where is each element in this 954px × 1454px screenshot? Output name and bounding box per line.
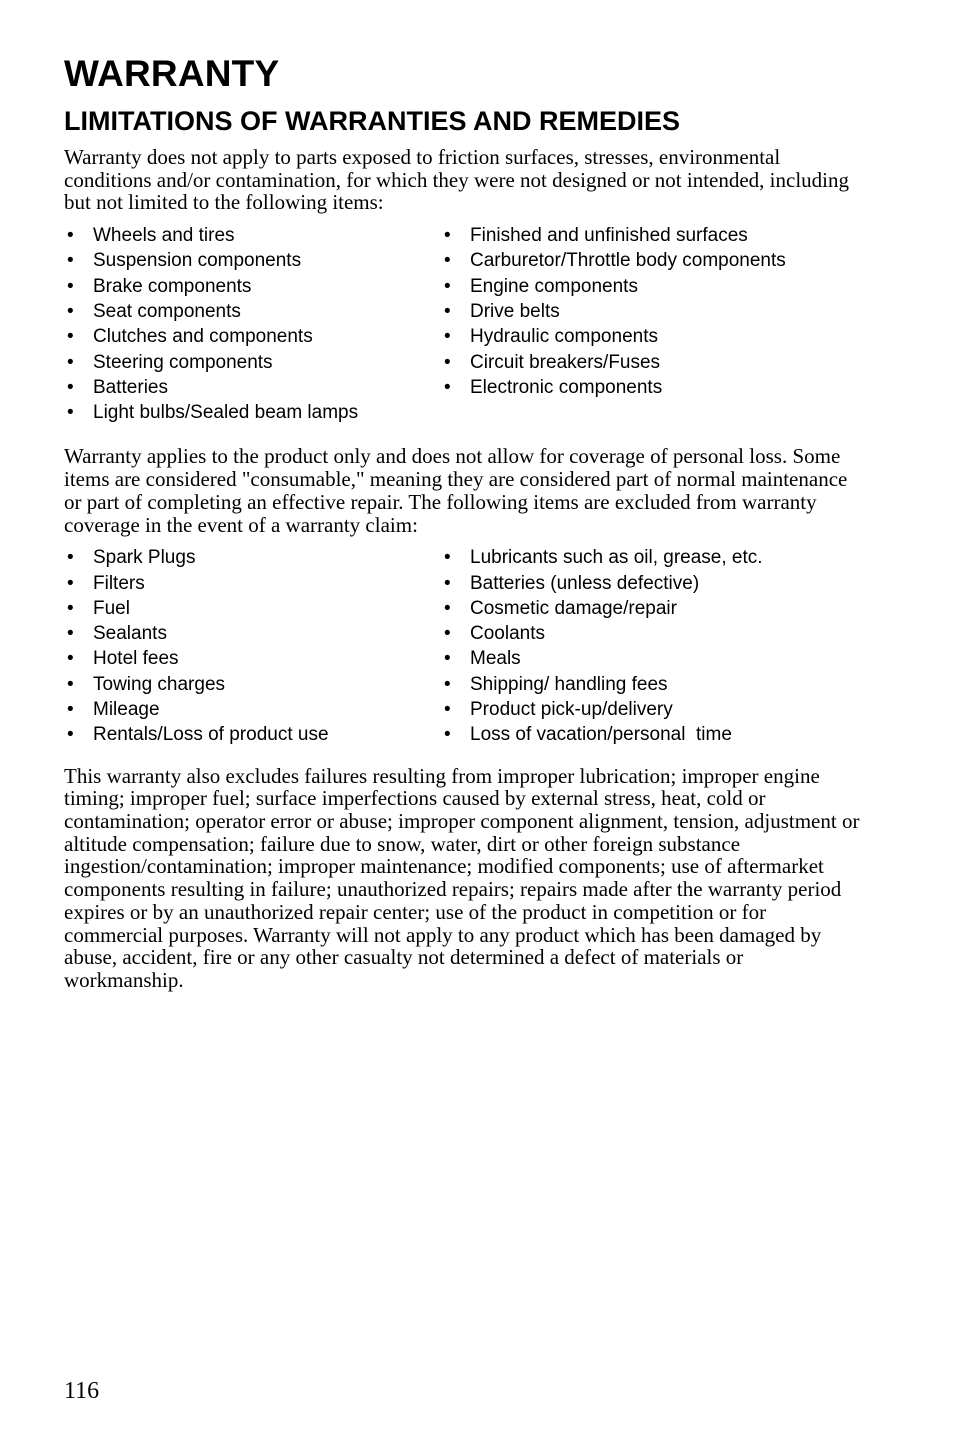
bullet-icon: • bbox=[444, 351, 451, 373]
bullet-icon: • bbox=[444, 250, 451, 272]
list-item bbox=[441, 571, 861, 596]
list-item-label: Spark Plugs bbox=[93, 547, 196, 569]
list-item bbox=[64, 248, 441, 273]
bullet-icon: • bbox=[67, 250, 74, 272]
list-item-label: Brake components bbox=[93, 275, 252, 297]
bullet-icon: • bbox=[444, 301, 451, 322]
list-item-label: Clutches and components bbox=[93, 326, 313, 348]
bullet-icon: • bbox=[444, 225, 451, 247]
list-item-label: Hydraulic components bbox=[470, 326, 658, 348]
bullet-icon: • bbox=[444, 326, 451, 348]
list-item-label: Product pick-up/delivery bbox=[470, 699, 673, 721]
list-item-label: Batteries bbox=[93, 376, 168, 398]
list-item bbox=[64, 621, 441, 646]
exclusions-paragraph: This warranty also excludes failures resulting from improper lubrication; improper engine timing; improper fuel; surface imperfections caused by external stress, heat, cold or contamination; operator error or abuse; improper component alignment, tension, adjustment or altitude compensation; failure due to snow, water, dirt or other foreign substance ingestion/contamination; improper maintenance; modified components; use of aftermarket components resulting in failure; unauthorized repairs; repairs made after the warranty period expires or by an unauthorized repair center; use of the product in competition or for commercial purposes. Warranty will not apply to any product which has been damaged by abuse, accident, fire or any other casualty not determined a defect of materials or workmanship. bbox=[64, 763, 860, 992]
list-item bbox=[64, 223, 441, 248]
list-item bbox=[64, 375, 441, 400]
list-item bbox=[64, 400, 441, 425]
bullet-icon: • bbox=[67, 301, 74, 322]
list-item-label: Batteries (unless defective) bbox=[470, 572, 700, 594]
list-item-label: Light bulbs/Sealed beam lamps bbox=[93, 402, 359, 424]
bullet-icon: • bbox=[67, 623, 74, 645]
list-item-label: Engine components bbox=[470, 275, 638, 297]
list-item-label: Finished and unfinished surfaces bbox=[470, 225, 748, 247]
bullet-icon: • bbox=[67, 351, 74, 373]
bullet-icon: • bbox=[67, 402, 74, 424]
list-item-label: Towing charges bbox=[93, 673, 226, 695]
list-item bbox=[441, 324, 861, 349]
list-item bbox=[441, 299, 861, 324]
list-item-label: Electronic components bbox=[470, 376, 663, 398]
excluded-parts-list bbox=[64, 223, 864, 425]
list-item-label: Suspension components bbox=[93, 250, 302, 272]
list-item-label: Drive belts bbox=[470, 301, 560, 322]
page-number: 116 bbox=[64, 1378, 100, 1404]
list-item bbox=[64, 324, 441, 349]
list-item bbox=[64, 545, 441, 570]
list-item bbox=[441, 697, 861, 722]
bullet-icon: • bbox=[67, 597, 74, 619]
bullet-icon: • bbox=[444, 547, 451, 569]
bullet-icon: • bbox=[67, 326, 74, 348]
bullet-icon: • bbox=[444, 673, 451, 695]
list-item-label: Loss of vacation/personal time bbox=[470, 724, 732, 746]
bullet-icon: • bbox=[444, 572, 451, 594]
bullet-icon: • bbox=[67, 547, 74, 569]
bullet-icon: • bbox=[67, 699, 74, 721]
page-content bbox=[64, 52, 864, 992]
list-item bbox=[441, 722, 861, 747]
bullet-icon: • bbox=[444, 724, 451, 746]
list-item-label: Wheels and tires bbox=[93, 225, 235, 247]
bullet-icon: • bbox=[67, 648, 74, 670]
list-item-label: Meals bbox=[470, 648, 521, 670]
list-item bbox=[64, 299, 441, 324]
bullet-icon: • bbox=[67, 572, 74, 594]
list-item bbox=[64, 596, 441, 621]
list-item-label: Carburetor/Throttle body components bbox=[470, 250, 786, 272]
list-item bbox=[64, 274, 441, 299]
section-title: LIMITATIONS OF WARRANTIES AND REMEDIES bbox=[64, 106, 680, 136]
list-item-label: Lubricants such as oil, grease, etc. bbox=[470, 547, 763, 569]
bullet-icon: • bbox=[67, 275, 74, 297]
consumable-items-list bbox=[64, 545, 864, 747]
page-title: WARRANTY bbox=[64, 53, 280, 94]
list-item-label: Coolants bbox=[470, 623, 545, 645]
bullet-icon: • bbox=[444, 699, 451, 721]
bullet-icon: • bbox=[67, 225, 74, 247]
list-item-label: Filters bbox=[93, 572, 145, 594]
bullet-icon: • bbox=[67, 673, 74, 695]
list-item-label: Steering components bbox=[93, 351, 273, 373]
list-item bbox=[441, 621, 861, 646]
list-item bbox=[64, 571, 441, 596]
list-item-label: Circuit breakers/Fuses bbox=[470, 351, 661, 373]
list-item bbox=[441, 223, 861, 248]
list-item bbox=[64, 722, 441, 747]
bullet-icon: • bbox=[444, 623, 451, 645]
consumables-paragraph: Warranty applies to the product only and does not allow for coverage of personal loss. Some items are considered "consumable," meaning they are considered part of normal maintenance or part of completing an effective repair. The following items are excluded from warranty coverage in the event of a warranty claim: bbox=[64, 444, 848, 537]
list-item bbox=[441, 375, 861, 400]
list-item-label: Fuel bbox=[93, 597, 130, 619]
list-item bbox=[441, 672, 861, 697]
bullet-icon: • bbox=[444, 376, 451, 398]
list-item bbox=[441, 646, 861, 671]
list-item-label: Cosmetic damage/repair bbox=[470, 597, 677, 619]
list-item bbox=[441, 350, 861, 375]
list-item bbox=[64, 646, 441, 671]
list-item-label: Sealants bbox=[93, 623, 167, 645]
list-item bbox=[441, 545, 861, 570]
list-item-label: Shipping/ handling fees bbox=[470, 673, 668, 695]
bullet-icon: • bbox=[67, 724, 74, 746]
bullet-icon: • bbox=[444, 648, 451, 670]
bullet-icon: • bbox=[444, 275, 451, 297]
list-item-label: Seat components bbox=[93, 301, 241, 322]
list-item bbox=[64, 672, 441, 697]
list-item bbox=[64, 697, 441, 722]
bullet-icon: • bbox=[67, 376, 74, 398]
list-item bbox=[441, 596, 861, 621]
list-item bbox=[64, 350, 441, 375]
bullet-icon: • bbox=[444, 597, 451, 619]
list-item-label: Mileage bbox=[93, 699, 160, 721]
list-item bbox=[441, 248, 861, 273]
list-item-label: Rentals/Loss of product use bbox=[93, 724, 329, 746]
list-item-label: Hotel fees bbox=[93, 648, 179, 670]
list-item bbox=[441, 274, 861, 299]
intro-paragraph: Warranty does not apply to parts exposed to friction surfaces, stresses, environmental conditions and/or contamination, for which they were not designed or not intended, including but not limited to the following items: bbox=[64, 145, 849, 215]
